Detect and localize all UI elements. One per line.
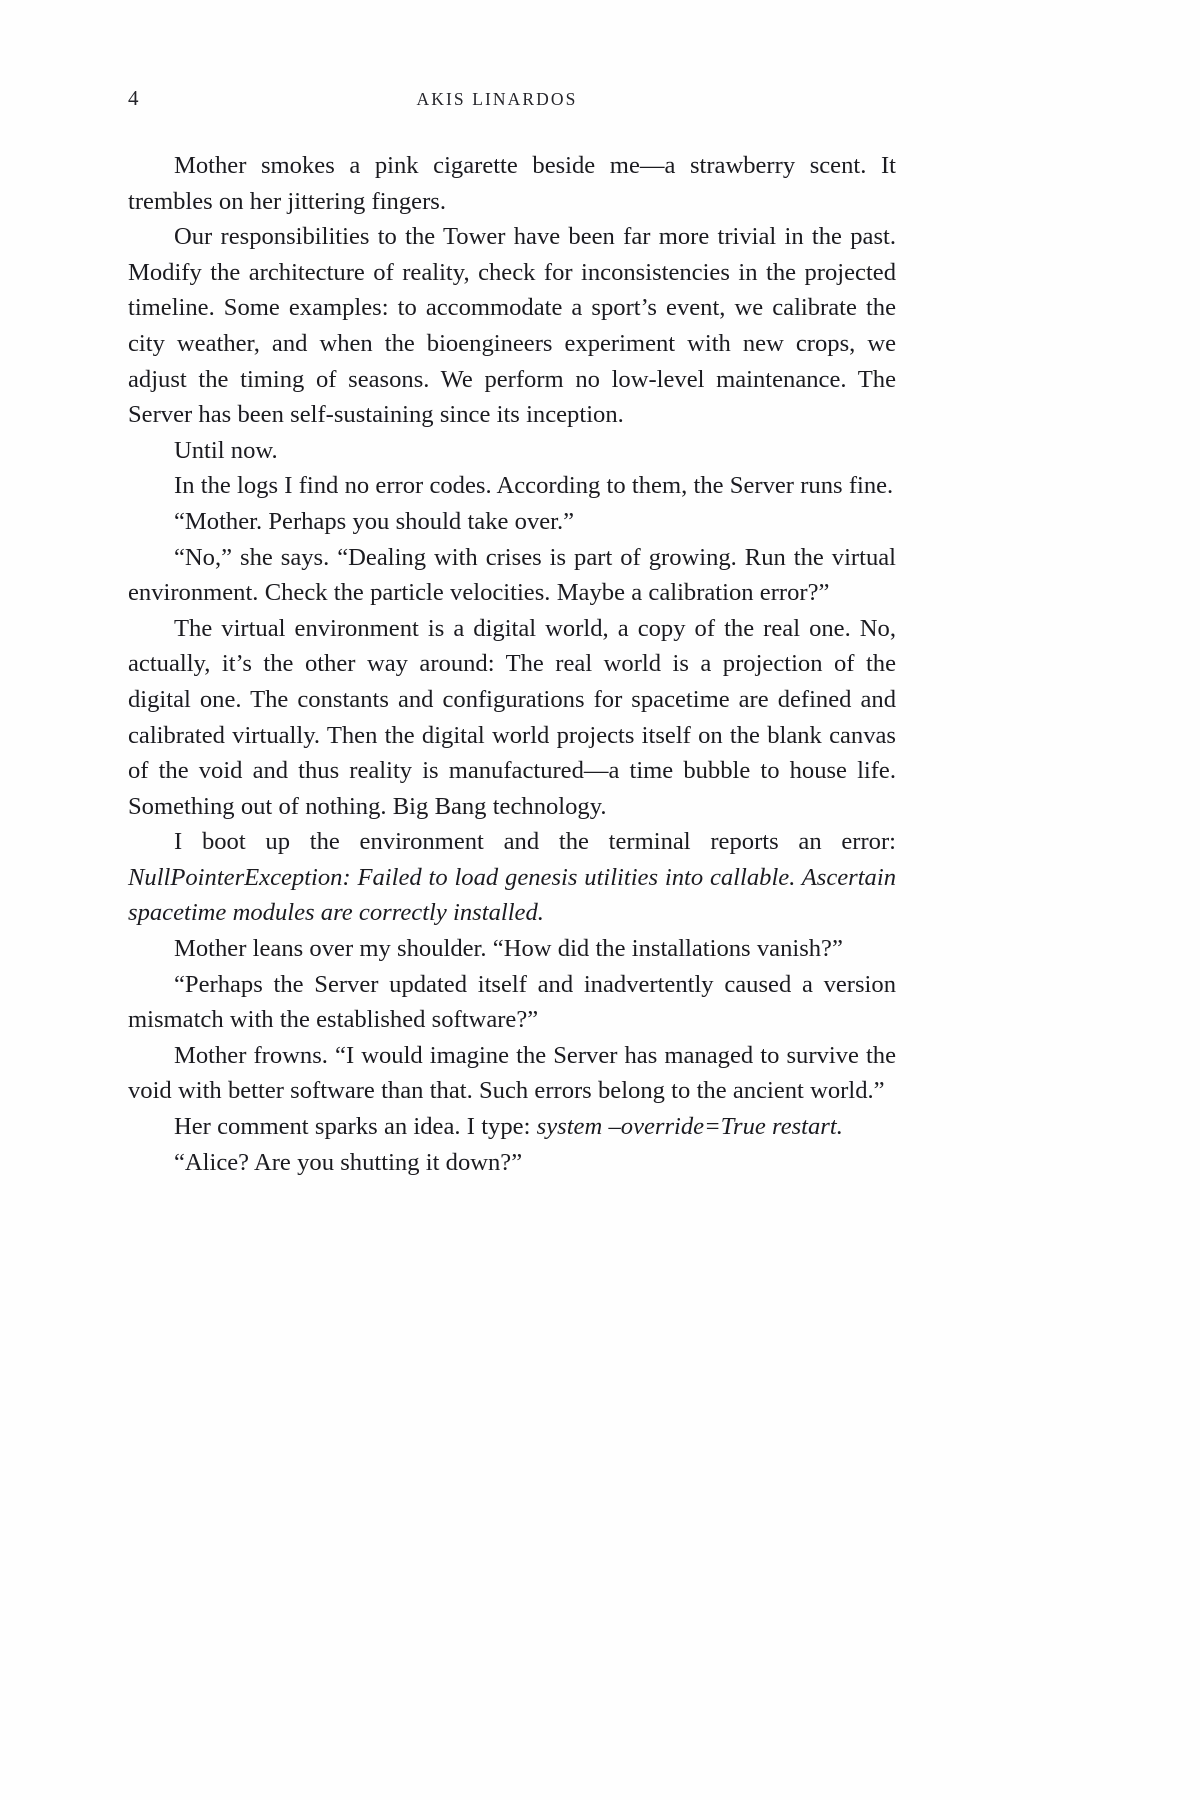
paragraph-dialogue: “Mother. Perhaps you should take over.” [174, 507, 575, 535]
paragraph-lead-text: Her comment sparks an idea. I type: [174, 1113, 537, 1141]
page-number: 4 [128, 86, 139, 110]
paragraph-dialogue: “No,” she says. “Dealing with crises is part of growing. Run the virtual environment. Check the particle velocities. Maybe a calibration error?” [128, 543, 896, 607]
paragraph-dialogue: “Alice? Are you shutting it down?” [174, 1148, 523, 1176]
paragraph-with-command [128, 1109, 896, 1145]
paragraph-with-error-message [128, 824, 896, 931]
paragraph-dialogue: Mother frowns. “I would imagine the Server has managed to survive the void with better software than that. Such errors belong to the ancient world.” [128, 1041, 896, 1105]
paragraph: Our responsibilities to the Tower have been far more trivial in the past. Modify the architecture of reality, check for inconsistencies in the projected timeline. Some examples: to accommodate a sport’s event, we calibrate the city weather, and when the bioengineers experiment with new crops, we adjust the timing of seasons. We perform no low-level maintenance. The Server has been self-sustaining since its inception. [128, 223, 896, 429]
paragraph: In the logs I find no error codes. According to them, the Server runs fine. [174, 472, 894, 500]
paragraph: Until now. [174, 436, 278, 464]
paragraph: Mother smokes a pink cigarette beside me—a strawberry scent. It trembles on her jittering fingers. [128, 152, 896, 215]
paragraph-lead-text: I boot up the environment and the terminal reports an error: [174, 828, 896, 856]
text-block [128, 148, 896, 1180]
running-title: AKIS LINARDOS [416, 89, 578, 109]
paragraph-dialogue: Mother leans over my shoulder. “How did the installations vanish?” [174, 935, 843, 963]
paragraph: The virtual environment is a digital world, a copy of the real one. No, actually, it’s the other way around: The real world is a projection of the digital one. The constants and configurations for spacetime are defined and calibrated virtually. Then the digital world projects itself on the blank canvas of the void and thus reality is manufactured—a time bubble to house life. Something out of nothing. Big Bang technology. [128, 614, 896, 820]
paragraph-dialogue: “Perhaps the Server updated itself and inadvertently caused a version mismatch with the established software?” [128, 970, 896, 1034]
running-head [128, 88, 896, 118]
typed-command: system –override=True restart. [536, 1113, 843, 1141]
terminal-error-message: NullPointerException: Failed to load genesis utilities into callable. Ascertain spacetime modules are correctly installed. [128, 863, 896, 927]
